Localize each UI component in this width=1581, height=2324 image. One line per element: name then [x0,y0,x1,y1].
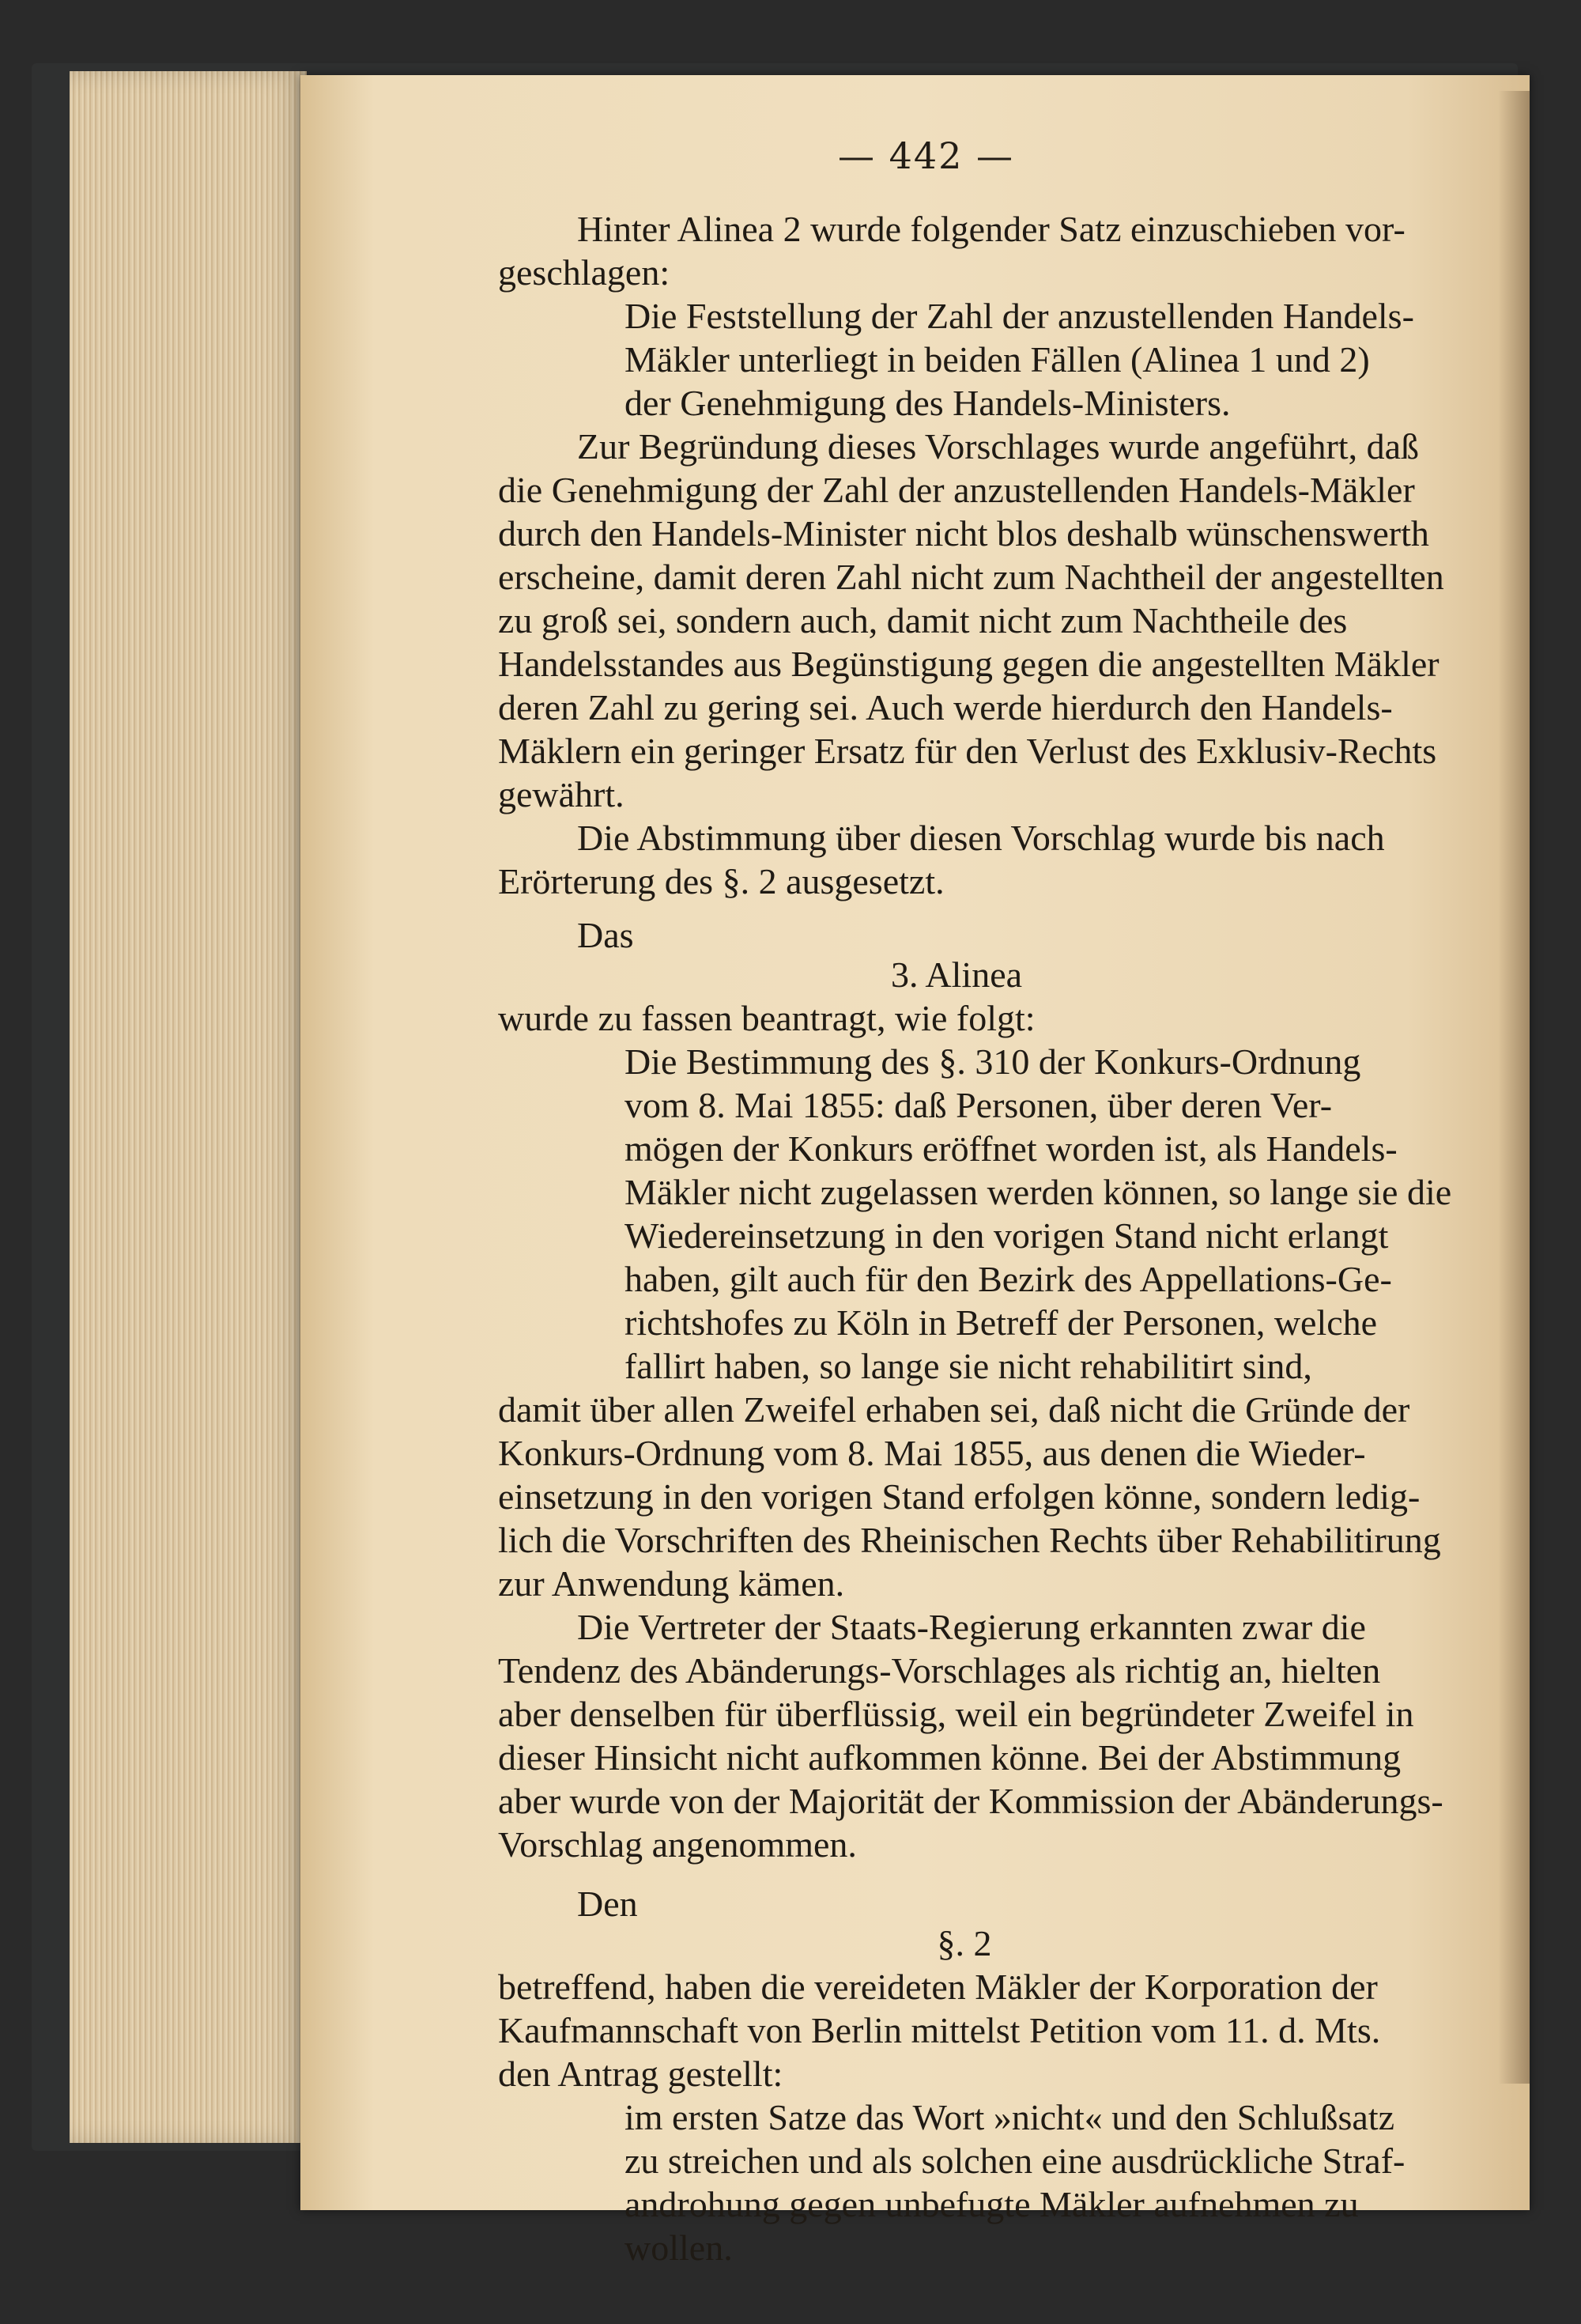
text-line: deren Zahl zu gering sei. Auch werde hierdurch den Handels- [498,687,1393,727]
quote-line: Wiedereinsetzung in den vorigen Stand nicht erlangt [624,1215,1389,1256]
quote-line: zu streichen und als solchen eine ausdrückliche Straf- [624,2141,1406,2181]
quote-line: vom 8. Mai 1855: daß Personen, über deren Ver- [624,1085,1333,1125]
quote-line: haben, gilt auch für den Bezirk des Appellations-Ge- [624,1259,1392,1299]
text-line: Das [577,915,634,955]
text-line: zur Anwendung kämen. [498,1563,845,1604]
text-line: Zur Begründung dieses Vorschlages wurde angeführt, daß [577,426,1419,467]
quote-line: fallirt haben, so lange sie nicht rehabilitirt sind, [624,1346,1312,1386]
text-line: Kaufmannschaft von Berlin mittelst Petition vom 11. d. Mts. [498,2010,1381,2050]
text-line: Mäkler unterliegt in beiden Fällen (Alinea 1 und 2) [624,339,1370,380]
text-line: Erörterung des §. 2 ausgesetzt. [498,861,945,901]
text-line: aber denselben für überflüssig, weil ein begründeter Zweifel in [498,1694,1414,1734]
text-line: die Genehmigung der Zahl der anzustellenden Handels-Mäkler [498,470,1415,510]
text-line: Konkurs-Ordnung vom 8. Mai 1855, aus denen die Wieder- [498,1433,1366,1473]
quote-line: mögen der Konkurs eröffnet worden ist, als Handels- [624,1128,1398,1169]
page-gutter-shadow [1498,91,1530,2084]
text-line: Die Abstimmung über diesen Vorschlag wurde bis nach [577,818,1385,858]
text-line: Tendenz des Abänderungs-Vorschlages als richtig an, hielten [498,1650,1381,1691]
section-heading: 3. Alinea [890,954,1023,995]
text-line: Vorschlag angenommen. [498,1824,857,1865]
page-number: — 442 — [838,134,1015,177]
text-line: einsetzung in den vorigen Stand erfolgen könne, sondern ledig- [498,1476,1421,1517]
text-line: zu groß sei, sondern auch, damit nicht zum Nachtheile des [498,600,1348,641]
text-line: damit über allen Zweifel erhaben sei, daß nicht die Gründe der [498,1389,1410,1430]
section-heading: §. 2 [937,1923,992,1963]
quote-line: Mäkler nicht zugelassen werden können, so lange sie die [624,1172,1452,1212]
text-line: Die Feststellung der Zahl der anzustellenden Handels- [624,296,1414,336]
text-line: wurde zu fassen beantragt, wie folgt: [498,998,1036,1038]
quote-line: wollen. [624,2228,733,2268]
text-line: Mäklern ein geringer Ersatz für den Verlust des Exklusiv-Rechts [498,731,1437,771]
text-line: der Genehmigung des Handels-Ministers. [624,383,1231,423]
text-line: den Antrag gestellt: [498,2054,783,2094]
quote-line: androhung gegen unbefugte Mäkler aufnehmen zu [624,2184,1359,2224]
quote-line: richtshofes zu Köln in Betreff der Personen, welche [624,1302,1378,1343]
text-line: erscheine, damit deren Zahl nicht zum Nachtheil der angestellten [498,557,1444,597]
text-line: Handelsstandes aus Begünstigung gegen die angestellten Mäkler [498,644,1440,684]
text-line: betreffend, haben die vereideten Mäkler der Korporation der [498,1967,1378,2007]
quote-line: im ersten Satze das Wort »nicht« und den Schlußsatz [624,2097,1395,2137]
text-line: Den [577,1884,638,1924]
text-line: lich die Vorschriften des Rheinischen Rechts über Rehabilitirung [498,1520,1441,1560]
text-line: durch den Handels-Minister nicht blos deshalb wünschenswerth [498,513,1429,554]
text-line: geschlagen: [498,252,670,293]
text-line: dieser Hinsicht nicht aufkommen könne. Bei der Abstimmung [498,1737,1402,1778]
quote-line: Die Bestimmung des §. 310 der Konkurs-Ordnung [624,1041,1361,1082]
text-line: Hinter Alinea 2 wurde folgender Satz einzuschieben vor- [577,209,1406,249]
text-line: gewährt. [498,774,624,814]
text-line: Die Vertreter der Staats-Regierung erkannten zwar die [577,1607,1366,1647]
text-line: aber wurde von der Majorität der Kommission der Abänderungs- [498,1781,1443,1821]
page-edges [70,71,307,2143]
